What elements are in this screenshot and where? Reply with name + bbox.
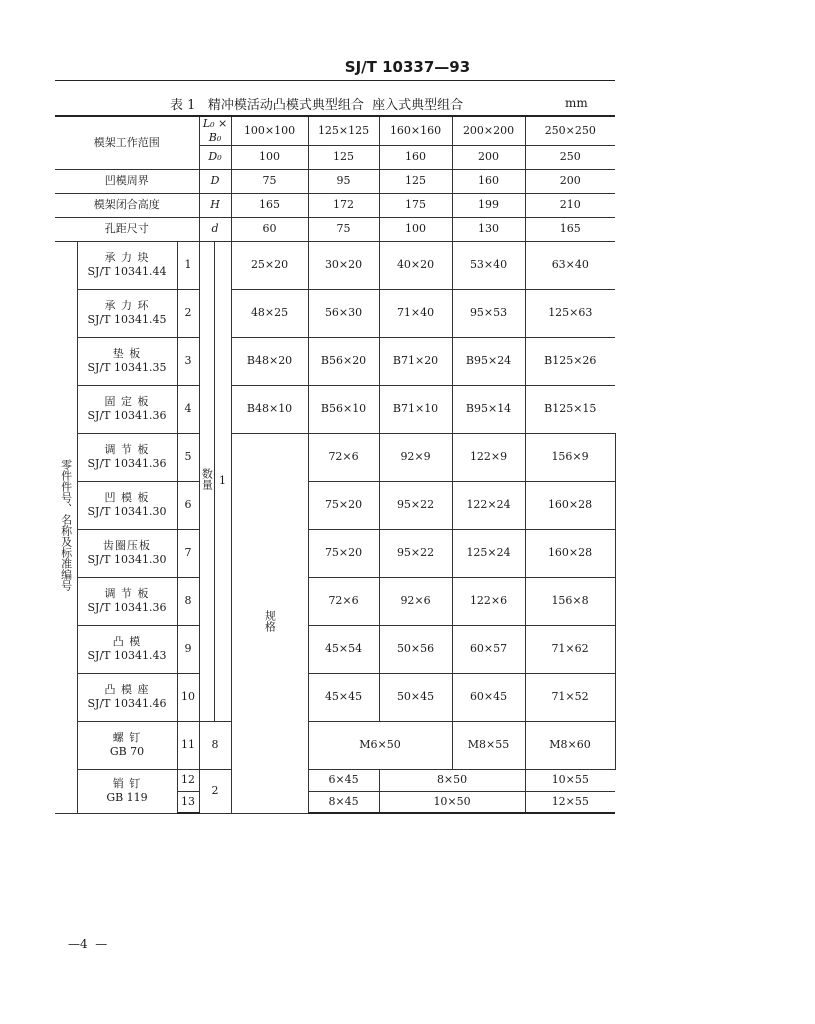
param-symbol: H <box>199 193 231 217</box>
spec-value: 160×28 <box>525 481 615 529</box>
part-row <box>55 481 615 529</box>
spec-value: 10×55 <box>525 769 615 791</box>
spec-value: 92×6 <box>379 577 452 625</box>
part-row <box>55 673 615 721</box>
spec-value: 95×22 <box>379 529 452 577</box>
spec-value: 95×22 <box>379 481 452 529</box>
part-number: 11 <box>177 721 199 769</box>
part-number: 2 <box>177 289 199 337</box>
spec-value: 25×20 <box>231 241 308 289</box>
part-row <box>55 529 615 577</box>
spec-value: B56×20 <box>308 337 379 385</box>
spec-value: B56×10 <box>308 385 379 433</box>
part-name-cell: 凹 模 板 SJ/T 10341.30 <box>77 481 177 529</box>
spec-value: B95×24 <box>452 337 525 385</box>
part-name-cell: 调 节 板 SJ/T 10341.36 <box>77 577 177 625</box>
top-rule <box>55 80 615 81</box>
part-row <box>55 289 615 337</box>
part-number: 6 <box>177 481 199 529</box>
d0-value: 125 <box>308 145 379 169</box>
part-name-cell: 齿圈压板 SJ/T 10341.30 <box>77 529 177 577</box>
param-value: 200 <box>525 169 615 193</box>
param-value: 95 <box>308 169 379 193</box>
part-name-cell: 承 力 块 SJ/T 10341.44 <box>77 241 177 289</box>
qty-common: 1 <box>214 241 231 721</box>
part-name-cell: 垫 板 SJ/T 10341.35 <box>77 337 177 385</box>
part-row <box>55 241 615 289</box>
part-name-cell: 承 力 环 SJ/T 10341.45 <box>77 289 177 337</box>
param-value: 75 <box>231 169 308 193</box>
param-value: 172 <box>308 193 379 217</box>
spec-label: 规格 <box>231 433 308 813</box>
caption-title: 精冲模活动凸模式典型组合 座入式典型组合 <box>207 98 464 113</box>
lb-row <box>55 116 615 145</box>
spec-value: 71×52 <box>525 673 615 721</box>
param-symbol: d <box>199 217 231 241</box>
part-row <box>55 433 615 481</box>
param-label: 模架闭合高度 <box>55 193 199 217</box>
param-value: 199 <box>452 193 525 217</box>
param-symbol: D <box>199 169 231 193</box>
param-value: 165 <box>525 217 615 241</box>
spec-value: 8×50 <box>379 769 525 791</box>
part-number: 5 <box>177 433 199 481</box>
spec-value: B125×26 <box>525 337 615 385</box>
spec-value: 10×50 <box>379 791 525 813</box>
spec-value: 8×45 <box>308 791 379 813</box>
lb-symbol: L₀ × B₀ <box>199 116 231 145</box>
part-name-cell: 凸 模 座 SJ/T 10341.46 <box>77 673 177 721</box>
spec-value: 48×25 <box>231 289 308 337</box>
spec-value: 45×54 <box>308 625 379 673</box>
spec-value: B71×10 <box>379 385 452 433</box>
param-value: 75 <box>308 217 379 241</box>
part-number: 4 <box>177 385 199 433</box>
part-name-cell: 螺 钉 GB 70 <box>77 721 177 769</box>
spec-value: 40×20 <box>379 241 452 289</box>
spec-value: 122×24 <box>452 481 525 529</box>
spec-value: 92×9 <box>379 433 452 481</box>
part-number: 8 <box>177 577 199 625</box>
param-label: 凹模周界 <box>55 169 199 193</box>
part-row <box>55 337 615 385</box>
spec-value: 72×6 <box>308 577 379 625</box>
spec-value: 50×56 <box>379 625 452 673</box>
spec-value: 122×9 <box>452 433 525 481</box>
spec-value: B95×14 <box>452 385 525 433</box>
part-number: 10 <box>177 673 199 721</box>
range-label: 模架工作范围 <box>55 116 199 169</box>
part-name-cell: 调 节 板 SJ/T 10341.36 <box>77 433 177 481</box>
spec-value: 95×53 <box>452 289 525 337</box>
spec-value: B48×20 <box>231 337 308 385</box>
param-value: 160 <box>452 169 525 193</box>
lb-value: 200×200 <box>452 116 525 145</box>
spec-value: 56×30 <box>308 289 379 337</box>
part-row <box>55 577 615 625</box>
part-number: 3 <box>177 337 199 385</box>
d0-value: 250 <box>525 145 615 169</box>
part-number: 12 <box>177 769 199 791</box>
spec-value: 75×20 <box>308 481 379 529</box>
param-label: 孔距尺寸 <box>55 217 199 241</box>
spec-value: 122×6 <box>452 577 525 625</box>
part-row <box>55 625 615 673</box>
parts-group-label: 零件件号、名称及标准编号 <box>55 241 77 813</box>
table-caption <box>170 94 463 113</box>
lb-value: 160×160 <box>379 116 452 145</box>
part-number: 13 <box>177 791 199 813</box>
part-number: 7 <box>177 529 199 577</box>
spec-value: 75×20 <box>308 529 379 577</box>
spec-value: 30×20 <box>308 241 379 289</box>
lb-value: 250×250 <box>525 116 615 145</box>
combination-table <box>55 115 615 814</box>
param-value: 130 <box>452 217 525 241</box>
spec-value: M8×55 <box>452 721 525 769</box>
part-row <box>55 385 615 433</box>
d0-value: 200 <box>452 145 525 169</box>
part-name-cell: 销 钉 GB 119 <box>77 769 177 813</box>
pin-row <box>55 769 615 791</box>
part-name-cell: 凸 模 SJ/T 10341.43 <box>77 625 177 673</box>
param-row <box>55 217 615 241</box>
spec-value: 72×6 <box>308 433 379 481</box>
spec-value: 71×40 <box>379 289 452 337</box>
spec-value: B125×15 <box>525 385 615 433</box>
param-value: 60 <box>231 217 308 241</box>
spec-value: 156×8 <box>525 577 615 625</box>
param-value: 100 <box>379 217 452 241</box>
spec-value: 125×24 <box>452 529 525 577</box>
spec-value: B48×10 <box>231 385 308 433</box>
d0-value: 160 <box>379 145 452 169</box>
page-number: —4 — <box>68 937 108 951</box>
screw-row <box>55 721 615 769</box>
d0-value: 100 <box>231 145 308 169</box>
caption-label: 表 1 <box>170 98 196 113</box>
param-row <box>55 169 615 193</box>
standard-code: SJ/T 10337—93 <box>344 58 471 76</box>
lb-value: 100×100 <box>231 116 308 145</box>
spec-value: 60×57 <box>452 625 525 673</box>
spec-value: 63×40 <box>525 241 615 289</box>
param-value: 125 <box>379 169 452 193</box>
spec-value: 71×62 <box>525 625 615 673</box>
param-value: 175 <box>379 193 452 217</box>
spec-value: 12×55 <box>525 791 615 813</box>
spec-value: M8×60 <box>525 721 615 769</box>
param-value: 165 <box>231 193 308 217</box>
spec-value: 45×45 <box>308 673 379 721</box>
spec-value: 50×45 <box>379 673 452 721</box>
spec-value: 60×45 <box>452 673 525 721</box>
unit-label: mm <box>565 96 588 110</box>
spec-value: B71×20 <box>379 337 452 385</box>
param-row <box>55 193 615 217</box>
part-number: 1 <box>177 241 199 289</box>
spec-value: M6×50 <box>308 721 452 769</box>
spec-value: 156×9 <box>525 433 615 481</box>
spec-value: 160×28 <box>525 529 615 577</box>
d0-symbol: D₀ <box>199 145 231 169</box>
spec-value: 6×45 <box>308 769 379 791</box>
spec-value: 53×40 <box>452 241 525 289</box>
qty-value: 8 <box>199 721 231 769</box>
lb-value: 125×125 <box>308 116 379 145</box>
part-number: 9 <box>177 625 199 673</box>
qty-label: 数量 <box>199 241 214 721</box>
part-name-cell: 固 定 板 SJ/T 10341.36 <box>77 385 177 433</box>
qty-value: 2 <box>199 769 231 813</box>
param-value: 210 <box>525 193 615 217</box>
spec-value: 125×63 <box>525 289 615 337</box>
